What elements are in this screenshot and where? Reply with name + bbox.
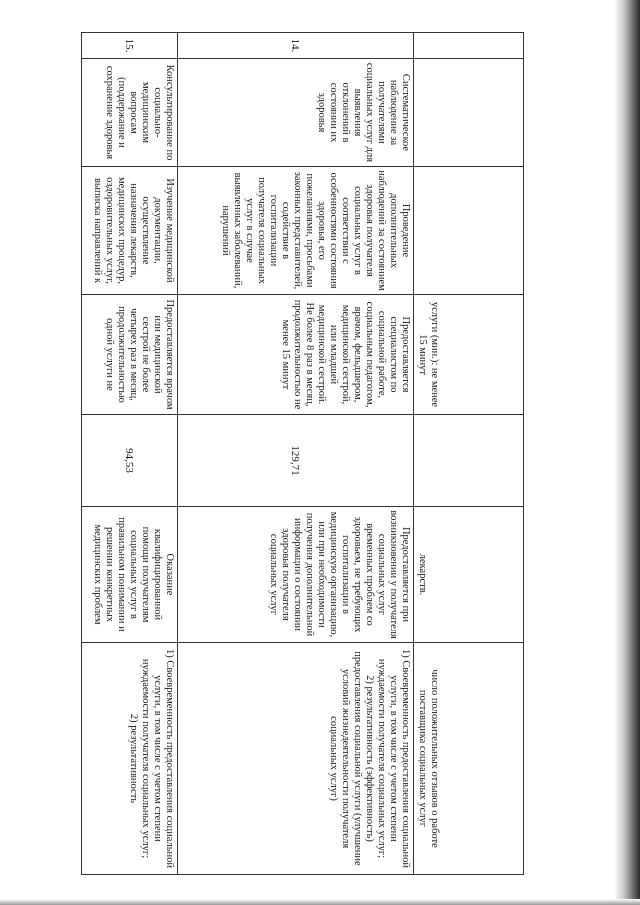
cell-conditions-top: лекарств. — [414, 507, 524, 643]
table-row-14 — [178, 33, 414, 875]
table-row-15 — [82, 33, 178, 875]
services-table — [81, 32, 524, 875]
cell-price-top — [414, 415, 524, 507]
cell-description-top — [414, 167, 524, 295]
cell-quality-top: число положительных отзывов о работе поставщика социальных услуг — [414, 643, 524, 875]
service-quality: 1) Своевременность предоставления социальной услуги, в том числе с учетом степени нуждаемости получателя социальных услуг; 2) результативность — [82, 643, 178, 875]
scan-edge-shadow — [614, 0, 640, 905]
service-description: Проведение дополнительных наблюдений за состоянием здоровья получателя социальных услуг в соответствии с особенностями состояния здоровья, его пожеланиями, просьбами законных представителей, содействие в госпитализации получателя социальных услуг в случае выявленных заболеваний, нарушений — [178, 167, 414, 295]
table-row-continuation — [414, 33, 524, 875]
service-description: Изучение медицинской документации, осуществление назначения лекарств, медицинских процедур, оздоровительных услуг, выписка направлений к — [82, 167, 178, 295]
scan-bottom-shadow — [0, 899, 640, 905]
service-quality: 1) Своевременность предоставления социальной услуги, в том числе с учетом степени нуждаемости получателя социальных услуг; 2) результативность (эффективность) предоставления социальной услуги (улучшение условий жизнедеятельности получателя социальных услуг) — [178, 643, 414, 875]
service-price: 94,53 — [82, 415, 178, 507]
service-name: Консультирование по социально-медицинским вопросам (поддержание и сохранение здоровья — [82, 59, 178, 167]
service-norm: Предоставляется специалистом по социальной работе, социальным педагогом, врачом, фельдшером, медицинской сестрой, или младшей медицинской сестрой. Не более 8 раз в месяц, продолжительностью не менее 15 минут — [178, 295, 414, 415]
row-number: 15. — [82, 33, 178, 59]
cell-name-top — [414, 59, 524, 167]
service-conditions: Предоставляется при возникновении у получателя социальных услуг временных проблем со здоровьем, не требующих госпитализации в медицинскую организацию, или при необходимости получения дополнительной информации о состоянии здоровья получателя социальных услуг — [178, 507, 414, 643]
service-norm: Предоставляется врачом или медицинской сестрой не более четырех раз в месяц, продолжительностью одной услуги не — [82, 295, 178, 415]
cell-num-top — [414, 33, 524, 59]
service-price: 129,71 — [178, 415, 414, 507]
service-name: Систематическое наблюдение за получателями социальных услуг для выявления отклонений в состоянии их здоровья — [178, 59, 414, 167]
rotated-page — [82, 32, 524, 874]
service-conditions: Оказание квалифицированной помощи получателям социальных услуг в правильном понимании и решении конкретных медицинских проблем — [82, 507, 178, 643]
cell-norm-top: услуги (мин.): не менее 15 минут — [414, 295, 524, 415]
row-number: 14. — [178, 33, 414, 59]
